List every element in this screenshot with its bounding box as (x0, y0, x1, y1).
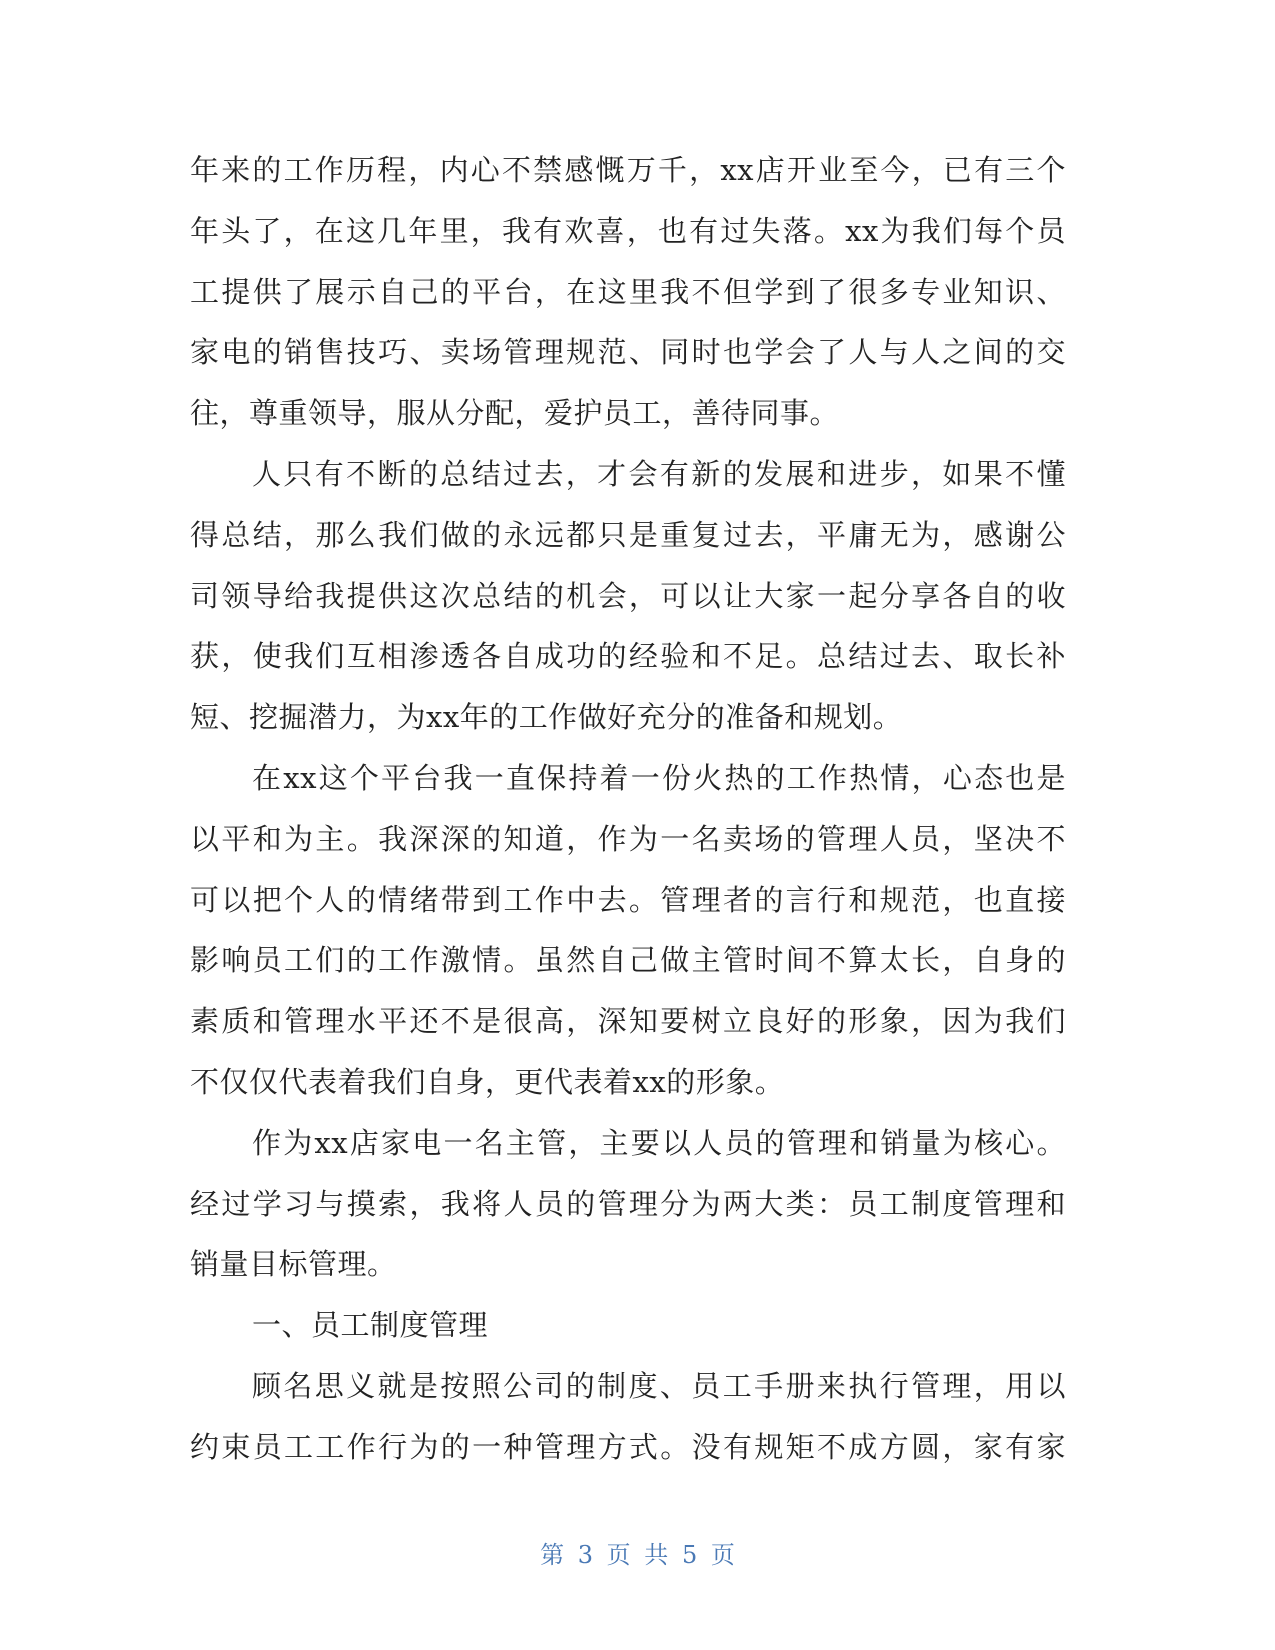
text-line: 人只有不断的总结过去，才会有新的发展和进步，如果不懂 (252, 456, 1066, 491)
text-line: 销量目标管理。 (190, 1247, 397, 1282)
text-line: 顾名思义就是按照公司的制度、员工手册来执行管理，用以 (252, 1368, 1066, 1403)
text-line: 经过学习与摸索，我将人员的管理分为两大类：员工制度管理和 (190, 1186, 1066, 1221)
text-line: 得总结，那么我们做的永远都只是重复过去，平庸无为，感谢公 (190, 517, 1066, 552)
text-line: 以平和为主。我深深的知道，作为一名卖场的管理人员，坚决不 (190, 821, 1066, 856)
page-number-footer: 第 3 页 共 5 页 (540, 1541, 735, 1569)
text-line: 年头了，在这几年里，我有欢喜，也有过失落。xx为我们每个员 (190, 213, 1066, 248)
text-line: 作为xx店家电一名主管，主要以人员的管理和销量为核心。 (252, 1125, 1066, 1160)
text-line: 素质和管理水平还不是很高，深知要树立良好的形象，因为我们 (190, 1004, 1066, 1039)
text-line: 可以把个人的情绪带到工作中去。管理者的言行和规范，也直接 (190, 882, 1066, 917)
text-line: 约束员工工作行为的一种管理方式。没有规矩不成方圆，家有家 (190, 1429, 1066, 1464)
document-body (190, 140, 1066, 1478)
text-line: 获，使我们互相渗透各自成功的经验和不足。总结过去、取长补 (190, 639, 1066, 674)
text-line: 往，尊重领导，服从分配，爱护员工，善待同事。 (190, 396, 840, 431)
text-line: 在xx这个平台我一直保持着一份火热的工作热情，心态也是 (252, 760, 1066, 795)
text-line: 短、挖掘潜力，为xx年的工作做好充分的准备和规划。 (190, 700, 903, 735)
text-line: 家电的销售技巧、卖场管理规范、同时也学会了人与人之间的交 (190, 335, 1066, 370)
text-line: 司领导给我提供这次总结的机会，可以让大家一起分享各自的收 (190, 578, 1066, 613)
section-heading: 一、员工制度管理 (252, 1308, 489, 1343)
text-line: 不仅仅代表着我们自身，更代表着xx的形象。 (190, 1064, 785, 1099)
text-line: 影响员工们的工作激情。虽然自己做主管时间不算太长，自身的 (190, 943, 1066, 978)
text-line: 年来的工作历程，内心不禁感慨万千，xx店开业至今，已有三个 (190, 153, 1066, 187)
text-line: 工提供了展示自己的平台，在这里我不但学到了很多专业知识、 (190, 274, 1066, 309)
